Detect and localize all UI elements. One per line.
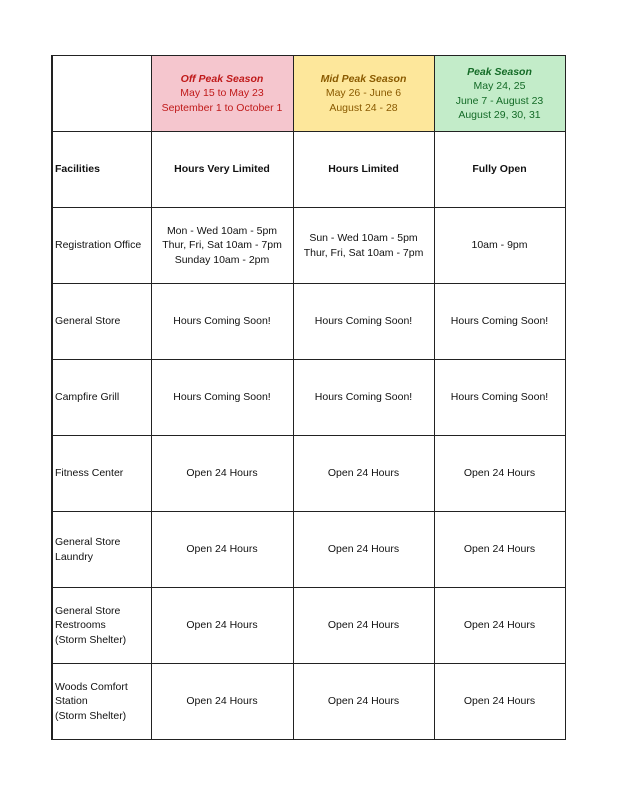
- season-mid-peak: [293, 56, 434, 132]
- table-row: [52, 208, 565, 284]
- table-row: [52, 512, 565, 588]
- off-peak-hours: [151, 512, 293, 588]
- cell-line: Woods Comfort: [55, 680, 128, 693]
- facility-name: [52, 436, 151, 512]
- cell-line: General Store: [55, 315, 121, 328]
- cell-line: Mon - Wed 10am - 5pm: [166, 224, 278, 237]
- peak-hours: [434, 284, 565, 360]
- cell-line: Open 24 Hours: [463, 695, 536, 708]
- cell-line: Open 24 Hours: [463, 543, 536, 556]
- facility-name: [52, 664, 151, 740]
- level-mid-peak: Hours Limited: [293, 132, 434, 208]
- facilities-header: Facilities: [52, 132, 151, 208]
- cell-line: Sunday 10am - 2pm: [174, 253, 270, 266]
- mid-peak-hours: [293, 588, 434, 664]
- mid-peak-hours: [293, 436, 434, 512]
- off-peak-hours: [151, 208, 293, 284]
- season-name: Off Peak Season: [180, 72, 264, 85]
- cell-line: Fitness Center: [55, 467, 124, 480]
- cell-line: (Storm Shelter): [55, 633, 127, 646]
- cell-line: Thur, Fri, Sat 10am - 7pm: [303, 246, 424, 259]
- facility-name: [52, 360, 151, 436]
- cell-line: Registration Office: [55, 239, 142, 252]
- cell-line: Open 24 Hours: [186, 543, 258, 556]
- corner-cell: [52, 56, 151, 132]
- season-dates-line: May 26 - June 6: [325, 87, 402, 100]
- table-row: [52, 360, 565, 436]
- cell-line: Open 24 Hours: [327, 695, 400, 708]
- cell-line: Hours Coming Soon!: [173, 315, 271, 328]
- peak-hours: [434, 664, 565, 740]
- level-peak: Fully Open: [434, 132, 565, 208]
- mid-peak-hours: [293, 360, 434, 436]
- peak-hours: [434, 208, 565, 284]
- cell-line: Restrooms: [55, 619, 106, 632]
- season-name: Mid Peak Season: [320, 72, 407, 85]
- cell-line: Open 24 Hours: [186, 695, 258, 708]
- table-row: [52, 664, 565, 740]
- facility-name: [52, 284, 151, 360]
- off-peak-hours: [151, 284, 293, 360]
- peak-hours: [434, 588, 565, 664]
- cell-line: Sun - Wed 10am - 5pm: [309, 232, 418, 244]
- season-header-row: [52, 56, 565, 132]
- peak-hours: [434, 512, 565, 588]
- table-row: [52, 284, 565, 360]
- level-header-row: [52, 132, 565, 208]
- cell-line: (Storm Shelter): [55, 709, 127, 722]
- cell-line: Open 24 Hours: [327, 467, 400, 480]
- facility-name: [52, 588, 151, 664]
- off-peak-hours: [151, 664, 293, 740]
- off-peak-hours: [151, 360, 293, 436]
- peak-hours: [434, 360, 565, 436]
- mid-peak-hours: [293, 208, 434, 284]
- mid-peak-hours: [293, 512, 434, 588]
- cell-line: Laundry: [55, 550, 93, 563]
- season-peak: [434, 56, 565, 132]
- season-dates-line: May 24, 25: [473, 80, 526, 92]
- table-body: [52, 56, 565, 740]
- peak-hours: [434, 436, 565, 512]
- cell-line: Open 24 Hours: [186, 467, 258, 480]
- season-dates-line: May 15 to May 23: [180, 87, 264, 100]
- table-row: [52, 436, 565, 512]
- cell-line: Hours Coming Soon!: [173, 391, 271, 404]
- hours-table: [51, 55, 566, 740]
- level-off-peak: Hours Very Limited: [151, 132, 293, 208]
- season-dates-line: August 29, 30, 31: [458, 109, 541, 121]
- cell-line: Open 24 Hours: [186, 619, 258, 632]
- cell-line: Campfire Grill: [55, 391, 120, 404]
- cell-line: General Store: [55, 536, 121, 548]
- cell-line: Station: [55, 695, 88, 708]
- season-dates-line: June 7 - August 23: [455, 94, 544, 107]
- cell-line: Open 24 Hours: [463, 467, 536, 480]
- season-dates-line: September 1 to October 1: [161, 101, 283, 114]
- cell-line: Hours Coming Soon!: [450, 391, 549, 404]
- season-off-peak: [151, 56, 293, 132]
- cell-line: Thur, Fri, Sat 10am - 7pm: [162, 239, 282, 252]
- cell-line: Open 24 Hours: [327, 543, 400, 556]
- cell-line: 10am - 9pm: [471, 239, 528, 252]
- table-row: [52, 588, 565, 664]
- cell-line: Open 24 Hours: [327, 619, 400, 632]
- facility-name: [52, 208, 151, 284]
- facility-name: [52, 512, 151, 588]
- cell-line: General Store: [55, 604, 121, 617]
- off-peak-hours: [151, 588, 293, 664]
- off-peak-hours: [151, 436, 293, 512]
- cell-line: Open 24 Hours: [463, 619, 536, 632]
- cell-line: Hours Coming Soon!: [450, 315, 549, 328]
- mid-peak-hours: [293, 284, 434, 360]
- mid-peak-hours: [293, 664, 434, 740]
- season-dates-line: August 24 - 28: [329, 101, 398, 114]
- cell-line: Hours Coming Soon!: [314, 391, 413, 404]
- season-name: Peak Season: [467, 65, 532, 78]
- cell-line: Hours Coming Soon!: [314, 315, 413, 328]
